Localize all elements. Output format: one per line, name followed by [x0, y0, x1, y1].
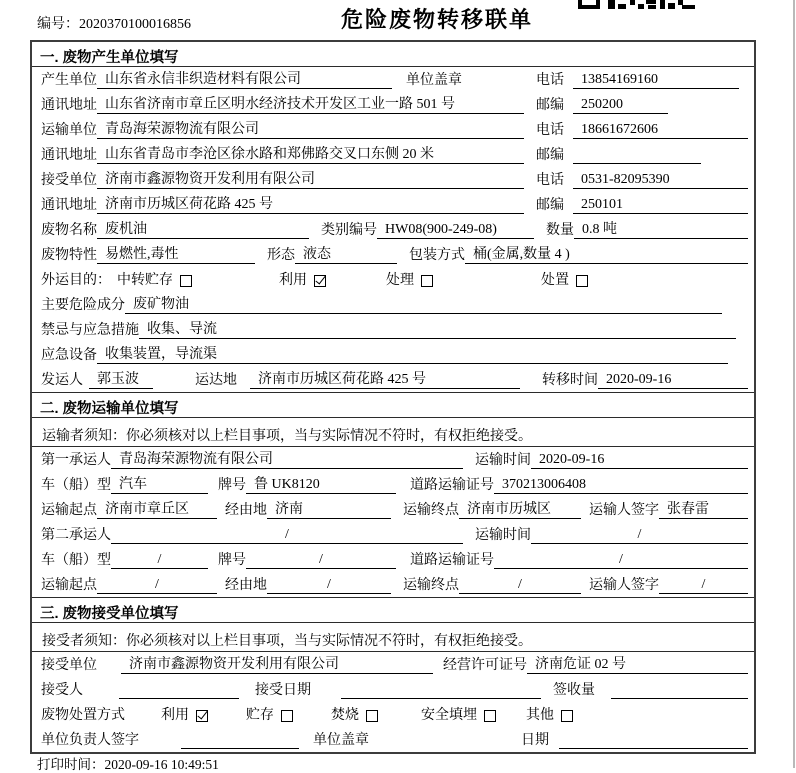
transporter-unit-value: 青岛海荣源物流有限公司: [97, 121, 524, 139]
category-code-value: HW08(900-249-08): [377, 221, 534, 239]
transporter-address-label: 通讯地址: [41, 148, 97, 163]
producer-phone-group: [536, 71, 748, 89]
row-waste-name: [32, 217, 754, 242]
option-treat-label: 处理: [386, 273, 414, 288]
license-number-label: 经营许可证号: [443, 658, 527, 673]
endpoint-1-value: 济南市历城区: [459, 501, 581, 519]
transporter-zip-group: [536, 146, 748, 164]
disposal-option-incinerate-checkbox: [366, 710, 378, 722]
accept-unit-value: 济南市鑫源物资开发利用有限公司: [121, 656, 433, 674]
producer-unit-value: 山东省永信非织造材料有限公司: [97, 71, 392, 89]
disposal-option-other: [526, 707, 573, 724]
transfer-time-value: 2020-09-16: [598, 371, 748, 389]
row-producer-address: [32, 92, 754, 117]
disposal-option-incinerate: [331, 707, 378, 724]
packing-method-label: 包装方式: [409, 248, 465, 263]
phone-label: 电话: [536, 173, 564, 188]
disposal-option-other-checkbox: [561, 710, 573, 722]
option-dispose-checkbox: [576, 275, 588, 287]
origin-2-label: 运输起点: [41, 578, 97, 593]
transfer-time-label: 转移时间: [542, 373, 598, 388]
row-transport-purpose: [32, 267, 754, 292]
emergency-measures-label: 禁忌与应急措施: [41, 323, 139, 338]
acceptor-label: 接受人: [41, 683, 83, 698]
row-shipper: [32, 367, 754, 392]
row-waste-character: [32, 242, 754, 267]
print-time-value: 2020-09-16 10:49:51: [104, 757, 219, 772]
receiver-zip-value: 250101: [573, 196, 748, 214]
transporter-sign-1-label: 运输人签字: [589, 503, 659, 518]
quantity-label: 数量: [546, 223, 574, 238]
plate-number-1-label: 牌号: [218, 478, 246, 493]
receiver-notice: 接受者须知：你必须核对以上栏目事项，当与实际情况不符时，有权拒绝接受。: [32, 623, 754, 652]
disposal-option-landfill-checkbox: [484, 710, 496, 722]
row-route-1: [32, 497, 754, 522]
transport-time-1-label: 运输时间: [475, 453, 531, 468]
option-transfer-storage: [117, 272, 192, 289]
accept-date-label: 接受日期: [255, 683, 311, 698]
carrier-2-label: 第二承运人: [41, 528, 111, 543]
zip-label: 邮编: [536, 98, 564, 113]
destination-value: 济南市历城区荷花路 425 号: [250, 371, 520, 389]
section-transport: [32, 392, 754, 597]
disposal-option-store: [246, 707, 293, 724]
shipper-value: 郭玉波: [89, 371, 153, 389]
packing-method-value: 桶(金属,数量 4 ): [465, 246, 748, 264]
row-accept-unit: [32, 652, 754, 677]
transporter-sign-2-value: /: [659, 576, 748, 594]
vehicle-type-2-label: 车（船）型: [41, 553, 111, 568]
row-emergency-measures: [32, 317, 754, 342]
transporter-zip-value: [573, 146, 701, 164]
transporter-phone-value: 18661672606: [573, 121, 748, 139]
endpoint-1-label: 运输终点: [403, 503, 459, 518]
producer-zip-value: 250200: [573, 96, 668, 114]
signed-quantity-label: 签收量: [553, 683, 595, 698]
receiver-unit-label: 接受单位: [41, 173, 97, 188]
option-utilize: [279, 272, 326, 289]
plate-number-2-label: 牌号: [218, 553, 246, 568]
transport-time-2-value: /: [531, 526, 748, 544]
transport-time-2-label: 运输时间: [475, 528, 531, 543]
row-emergency-equipment: [32, 342, 754, 367]
option-treat: [386, 272, 433, 289]
receiver-address-value: 济南市历城区荷花路 425 号: [97, 196, 524, 214]
category-code-label: 类别编号: [321, 223, 377, 238]
phone-label: 电话: [536, 73, 564, 88]
origin-1-value: 济南市章丘区: [97, 501, 217, 519]
doc-number-value: 2020370100016856: [79, 17, 191, 32]
disposal-option-landfill-label: 安全填埋: [421, 708, 477, 723]
form-state-label: 形态: [267, 248, 295, 263]
disposal-option-incinerate-label: 焚烧: [331, 708, 359, 723]
accept-date-value: [341, 681, 541, 699]
plate-number-1-value: 鲁 UK8120: [246, 476, 396, 494]
row-receiver-address: [32, 192, 754, 217]
date-label: 日期: [521, 733, 549, 748]
vehicle-type-1-value: 汽车: [111, 476, 208, 494]
destination-label: 运达地: [195, 373, 237, 388]
row-disposal-method: [32, 702, 754, 727]
disposal-method-label: 废物处置方式: [41, 708, 125, 723]
section-receiver: [32, 597, 754, 752]
origin-1-label: 运输起点: [41, 503, 97, 518]
row-producer: [32, 67, 754, 92]
receiver-zip-group: [536, 196, 748, 214]
disposal-option-landfill: [421, 707, 496, 724]
option-transfer-storage-label: 中转贮存: [117, 273, 173, 288]
section-producer-title: 一. 废物产生单位填写: [32, 42, 754, 67]
signed-quantity-value: [611, 681, 748, 699]
waste-name-value: 废机油: [97, 221, 309, 239]
emergency-measures-value: 收集、导流: [139, 321, 736, 339]
row-receiver: [32, 167, 754, 192]
disposal-option-utilize-label: 利用: [161, 708, 189, 723]
disposal-option-other-label: 其他: [526, 708, 554, 723]
option-treat-checkbox: [421, 275, 433, 287]
license-number-value: 济南危证 02 号: [527, 656, 748, 674]
origin-2-value: /: [97, 576, 217, 594]
doc-number-label: 编号：: [37, 17, 79, 32]
quantity-value: 0.8 吨: [574, 221, 748, 239]
shipper-label: 发运人: [41, 373, 83, 388]
emergency-equipment-value: 收集装置，导流渠: [97, 346, 728, 364]
row-vehicle-1: [32, 472, 754, 497]
via-1-label: 经由地: [225, 503, 267, 518]
unit-stamp-label: 单位盖章: [406, 73, 462, 88]
row-transporter-address: [32, 142, 754, 167]
carrier-2-value: /: [111, 526, 463, 544]
hazard-component-label: 主要危险成分: [41, 298, 125, 313]
via-1-value: 济南: [267, 501, 391, 519]
via-2-value: /: [267, 576, 391, 594]
manifest-form: [30, 40, 756, 754]
receiver-phone-group: [536, 171, 748, 189]
page-title: 危险废物转移联单: [340, 7, 533, 32]
row-hazard-component: [32, 292, 754, 317]
road-permit-2-label: 道路运输证号: [410, 553, 494, 568]
manager-sign-label: 单位负责人签字: [41, 733, 139, 748]
zip-label: 邮编: [536, 198, 564, 213]
transport-time-1-value: 2020-09-16: [531, 451, 748, 469]
qr-code-fragment: [578, 0, 695, 9]
waste-character-label: 废物特性: [41, 248, 97, 263]
road-permit-1-label: 道路运输证号: [410, 478, 494, 493]
producer-address-label: 通讯地址: [41, 98, 97, 113]
date-value: [559, 731, 748, 749]
unit-stamp-label: 单位盖章: [313, 733, 369, 748]
receiver-phone-value: 0531-82095390: [573, 171, 748, 189]
row-manager-sign: [32, 727, 754, 752]
row-transporter: [32, 117, 754, 142]
acceptor-value: [119, 681, 239, 699]
row-vehicle-2: [32, 547, 754, 572]
manager-sign-value: [181, 731, 299, 749]
emergency-equipment-label: 应急设备: [41, 348, 97, 363]
transporter-phone-group: [536, 121, 748, 139]
vehicle-type-1-label: 车（船）型: [41, 478, 111, 493]
via-2-label: 经由地: [225, 578, 267, 593]
accept-unit-label: 接受单位: [41, 658, 97, 673]
hazard-component-value: 废矿物油: [125, 296, 722, 314]
transporter-sign-1-value: 张春雷: [659, 501, 748, 519]
print-time: [37, 753, 219, 773]
transporter-notice: 运输者须知：你必须核对以上栏目事项，当与实际情况不符时，有权拒绝接受。: [32, 418, 754, 447]
producer-phone-value: 13854169160: [573, 71, 739, 89]
page-edge-line: [793, 0, 795, 768]
zip-label: 邮编: [536, 148, 564, 163]
road-permit-2-value: /: [494, 551, 748, 569]
endpoint-2-label: 运输终点: [403, 578, 459, 593]
option-transfer-storage-checkbox: [180, 275, 192, 287]
row-route-2: [32, 572, 754, 597]
carrier-1-value: 青岛海荣源物流有限公司: [111, 451, 463, 469]
disposal-option-utilize-checkbox: [196, 710, 208, 722]
transporter-unit-label: 运输单位: [41, 123, 97, 138]
print-time-label: 打印时间：: [37, 757, 105, 772]
phone-label: 电话: [536, 123, 564, 138]
transporter-address-value: 山东省青岛市李沧区徐水路和郑佛路交叉口东侧 20 米: [97, 146, 524, 164]
producer-address-value: 山东省济南市章丘区明水经济技术开发区工业一路 501 号: [97, 96, 524, 114]
form-state-value: 液态: [295, 246, 397, 264]
transport-purpose-label: 外运目的：: [41, 273, 111, 288]
receiver-unit-value: 济南市鑫源物资开发利用有限公司: [97, 171, 524, 189]
disposal-option-store-checkbox: [281, 710, 293, 722]
option-utilize-checkbox: [314, 275, 326, 287]
waste-character-value: 易燃性,毒性: [97, 246, 255, 264]
disposal-option-utilize: [161, 707, 208, 724]
waste-name-label: 废物名称: [41, 223, 97, 238]
producer-unit-label: 产生单位: [41, 73, 97, 88]
producer-zip-group: [536, 96, 748, 114]
vehicle-type-2-value: /: [111, 551, 208, 569]
row-acceptor: [32, 677, 754, 702]
row-carrier-2: [32, 522, 754, 547]
row-carrier-1: [32, 447, 754, 472]
carrier-1-label: 第一承运人: [41, 453, 111, 468]
option-dispose-label: 处置: [541, 273, 569, 288]
road-permit-1-value: 370213006408: [494, 476, 748, 494]
receiver-address-label: 通讯地址: [41, 198, 97, 213]
transporter-sign-2-label: 运输人签字: [589, 578, 659, 593]
section-producer: [32, 42, 754, 392]
option-utilize-label: 利用: [279, 273, 307, 288]
disposal-option-store-label: 贮存: [246, 708, 274, 723]
plate-number-2-value: /: [246, 551, 396, 569]
option-dispose: [541, 272, 588, 289]
endpoint-2-value: /: [459, 576, 581, 594]
section-transport-title: 二. 废物运输单位填写: [32, 393, 754, 418]
section-receiver-title: 三. 废物接受单位填写: [32, 598, 754, 623]
